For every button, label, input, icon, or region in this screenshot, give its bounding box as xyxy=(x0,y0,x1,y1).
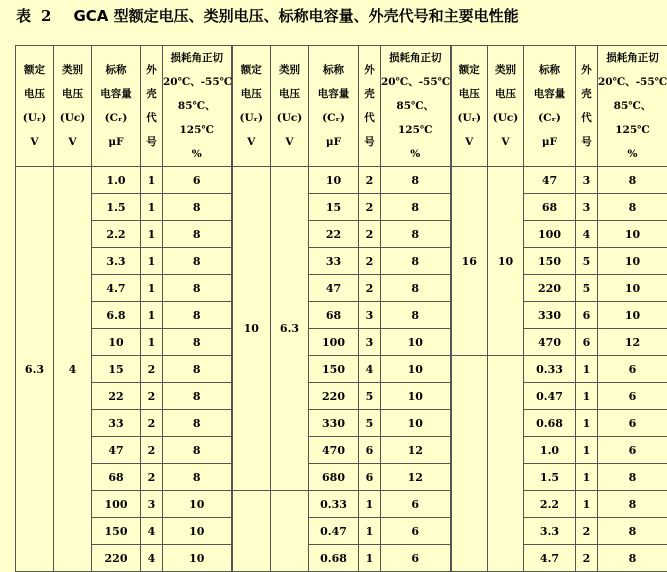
header-line: 电容量 xyxy=(92,82,140,106)
header-line: (Cᵣ) xyxy=(92,106,140,130)
tan-delta-cell: 8 xyxy=(598,167,667,194)
header-line: (Uc) xyxy=(54,106,91,130)
header-line: μF xyxy=(309,130,358,154)
capacitance-cell: 68 xyxy=(309,302,359,329)
tan-delta-cell: 8 xyxy=(163,383,232,410)
header-line: V xyxy=(16,130,53,154)
capacitance-cell: 220 xyxy=(309,383,359,410)
table-row xyxy=(16,545,667,572)
header-line: 号 xyxy=(141,130,162,154)
capacitance-cell: 0.33 xyxy=(309,491,359,518)
tan-delta-cell: 8 xyxy=(381,194,451,221)
tan-delta-cell: 6 xyxy=(598,410,667,437)
case-code-cell: 3 xyxy=(141,491,163,518)
capacitance-cell: 330 xyxy=(524,302,576,329)
capacitance-cell: 47 xyxy=(92,437,141,464)
header-line: 损耗角正切 xyxy=(163,46,231,70)
capacitance-cell: 1.0 xyxy=(92,167,141,194)
table-row xyxy=(16,356,667,383)
category-voltage-header xyxy=(271,46,309,167)
table-row xyxy=(16,464,667,491)
header-line: 标称 xyxy=(309,58,358,82)
tan-delta-cell: 6 xyxy=(598,383,667,410)
header-line: 85℃、125℃ xyxy=(598,94,667,142)
case-code-cell: 4 xyxy=(141,545,163,572)
capacitance-cell: 470 xyxy=(524,329,576,356)
capacitance-cell: 68 xyxy=(524,194,576,221)
tan-delta-cell: 8 xyxy=(163,329,232,356)
tan-delta-cell: 8 xyxy=(598,194,667,221)
case-code-cell: 5 xyxy=(359,383,381,410)
header-line: 壳 xyxy=(576,82,597,106)
header-line: (Cᵣ) xyxy=(524,106,575,130)
case-code-cell: 1 xyxy=(576,437,598,464)
case-code-cell: 3 xyxy=(359,329,381,356)
capacitance-cell: 0.68 xyxy=(524,410,576,437)
case-code-cell: 2 xyxy=(359,275,381,302)
case-code-cell: 1 xyxy=(359,518,381,545)
tan-delta-cell: 10 xyxy=(598,275,667,302)
capacitance-cell: 150 xyxy=(524,248,576,275)
capacitance-cell: 15 xyxy=(92,356,141,383)
tan-delta-cell: 8 xyxy=(163,275,232,302)
tan-delta-cell: 8 xyxy=(163,356,232,383)
tan-delta-cell: 8 xyxy=(381,275,451,302)
case-code-cell: 1 xyxy=(576,356,598,383)
case-code-cell: 1 xyxy=(576,410,598,437)
case-code-cell: 5 xyxy=(576,248,598,275)
tan-delta-cell: 6 xyxy=(598,437,667,464)
case-code-header xyxy=(141,46,163,167)
category-voltage-cell: 10 xyxy=(488,167,524,356)
capacitance-cell: 22 xyxy=(309,221,359,248)
header-line: 类别 xyxy=(271,58,308,82)
header-line: V xyxy=(271,130,308,154)
header-line: V xyxy=(488,130,523,154)
header-line: 代 xyxy=(359,106,380,130)
tan-delta-cell: 8 xyxy=(163,221,232,248)
table-row xyxy=(16,194,667,221)
case-code-cell: 2 xyxy=(141,437,163,464)
capacitance-cell: 2.2 xyxy=(92,221,141,248)
capacitance-cell: 4.7 xyxy=(92,275,141,302)
tan-delta-cell: 10 xyxy=(598,221,667,248)
header-line: % xyxy=(598,142,667,166)
case-code-cell: 1 xyxy=(359,545,381,572)
capacitance-cell: 680 xyxy=(309,464,359,491)
tan-delta-cell: 8 xyxy=(381,248,451,275)
case-code-cell: 2 xyxy=(141,383,163,410)
capacitance-cell: 1.5 xyxy=(524,464,576,491)
tan-delta-cell: 8 xyxy=(381,302,451,329)
case-code-cell: 6 xyxy=(359,464,381,491)
header-line: 标称 xyxy=(524,58,575,82)
capacitance-cell: 47 xyxy=(309,275,359,302)
header-line: 外 xyxy=(576,58,597,82)
case-code-cell: 1 xyxy=(359,491,381,518)
case-code-cell: 4 xyxy=(141,518,163,545)
tan-delta-header xyxy=(381,46,451,167)
case-code-cell: 6 xyxy=(576,302,598,329)
table-row xyxy=(16,302,667,329)
case-code-cell: 1 xyxy=(141,167,163,194)
capacitor-spec-table xyxy=(15,45,667,572)
capacitance-cell: 220 xyxy=(92,545,141,572)
tan-delta-cell: 10 xyxy=(598,302,667,329)
capacitance-cell: 22 xyxy=(92,383,141,410)
header-line: 额定 xyxy=(452,58,488,82)
case-code-cell: 5 xyxy=(359,410,381,437)
capacitance-cell: 3.3 xyxy=(524,518,576,545)
rated-voltage-cell xyxy=(232,491,271,572)
table-row xyxy=(16,221,667,248)
case-code-cell: 2 xyxy=(141,356,163,383)
capacitance-cell: 100 xyxy=(309,329,359,356)
header-line: 号 xyxy=(359,130,380,154)
header-line: 损耗角正切 xyxy=(598,46,667,70)
header-line: 外 xyxy=(141,58,162,82)
tan-delta-cell: 10 xyxy=(163,518,232,545)
header-line: V xyxy=(452,130,488,154)
header-line: μF xyxy=(524,130,575,154)
case-code-cell: 2 xyxy=(141,410,163,437)
tan-delta-cell: 10 xyxy=(381,383,451,410)
category-voltage-cell: 4 xyxy=(54,167,92,572)
case-code-cell: 2 xyxy=(359,194,381,221)
header-line: 20℃、-55℃ xyxy=(598,70,667,94)
case-code-header xyxy=(359,46,381,167)
case-code-cell: 1 xyxy=(141,221,163,248)
rated-voltage-cell: 6.3 xyxy=(16,167,54,572)
capacitance-cell: 0.47 xyxy=(524,383,576,410)
header-line: 20℃、-55℃ xyxy=(163,70,231,94)
capacitance-cell: 3.3 xyxy=(92,248,141,275)
tan-delta-cell: 12 xyxy=(381,464,451,491)
caption-number: 2 xyxy=(41,7,51,25)
rated-voltage-cell xyxy=(451,356,488,572)
tan-delta-cell: 6 xyxy=(163,167,232,194)
header-line: 电压 xyxy=(233,82,271,106)
category-voltage-header xyxy=(488,46,524,167)
table-row xyxy=(16,329,667,356)
capacitance-cell: 33 xyxy=(309,248,359,275)
tan-delta-cell: 6 xyxy=(598,356,667,383)
category-voltage-cell: 6.3 xyxy=(271,167,309,491)
header-line: (Uc) xyxy=(488,106,523,130)
header-line: 电压 xyxy=(16,82,53,106)
header-line: 85℃、125℃ xyxy=(163,94,231,142)
header-line: 电压 xyxy=(54,82,91,106)
header-line: 电容量 xyxy=(524,82,575,106)
header-line: 类别 xyxy=(488,58,523,82)
tan-delta-cell: 6 xyxy=(381,518,451,545)
tan-delta-cell: 8 xyxy=(598,464,667,491)
header-line: 85℃、125℃ xyxy=(381,94,450,142)
capacitance-cell: 10 xyxy=(92,329,141,356)
case-code-header xyxy=(576,46,598,167)
case-code-cell: 2 xyxy=(359,167,381,194)
tan-delta-cell: 6 xyxy=(381,491,451,518)
header-line: 20℃、-55℃ xyxy=(381,70,450,94)
rated-voltage-header xyxy=(232,46,271,167)
case-code-cell: 2 xyxy=(359,221,381,248)
case-code-cell: 2 xyxy=(576,518,598,545)
rated-voltage-header xyxy=(16,46,54,167)
table-row xyxy=(16,383,667,410)
case-code-cell: 5 xyxy=(576,275,598,302)
case-code-cell: 1 xyxy=(576,383,598,410)
case-code-cell: 1 xyxy=(141,194,163,221)
tan-delta-cell: 10 xyxy=(381,410,451,437)
case-code-cell: 2 xyxy=(576,545,598,572)
capacitance-cell: 150 xyxy=(309,356,359,383)
tan-delta-cell: 8 xyxy=(381,167,451,194)
tan-delta-cell: 6 xyxy=(381,545,451,572)
header-line: μF xyxy=(92,130,140,154)
capacitance-cell: 1.0 xyxy=(524,437,576,464)
capacitance-cell: 100 xyxy=(92,491,141,518)
capacitance-cell: 4.7 xyxy=(524,545,576,572)
table-row xyxy=(16,437,667,464)
case-code-cell: 3 xyxy=(359,302,381,329)
header-line: 壳 xyxy=(141,82,162,106)
table-row xyxy=(16,410,667,437)
capacitance-cell: 68 xyxy=(92,464,141,491)
capacitance-cell: 47 xyxy=(524,167,576,194)
header-line: 损耗角正切 xyxy=(381,46,450,70)
header-line: 类别 xyxy=(54,58,91,82)
rated-voltage-cell: 10 xyxy=(232,167,271,491)
header-line: V xyxy=(233,130,271,154)
tan-delta-cell: 10 xyxy=(163,491,232,518)
table-row xyxy=(16,167,667,194)
header-line: % xyxy=(381,142,450,166)
header-line: V xyxy=(54,130,91,154)
tan-delta-cell: 10 xyxy=(163,545,232,572)
tan-delta-cell: 8 xyxy=(598,491,667,518)
tan-delta-cell: 8 xyxy=(381,221,451,248)
capacitance-header xyxy=(92,46,141,167)
tan-delta-cell: 8 xyxy=(163,437,232,464)
capacitance-cell: 10 xyxy=(309,167,359,194)
header-line: 号 xyxy=(576,130,597,154)
header-line: 电压 xyxy=(488,82,523,106)
case-code-cell: 1 xyxy=(576,491,598,518)
tan-delta-header xyxy=(598,46,667,167)
case-code-cell: 1 xyxy=(141,248,163,275)
capacitance-cell: 33 xyxy=(92,410,141,437)
capacitance-cell: 150 xyxy=(92,518,141,545)
caption-text: GCA 型额定电压、类别电压、标称电容量、外壳代号和主要电性能 xyxy=(73,7,518,25)
header-line: 电压 xyxy=(452,82,488,106)
table-body xyxy=(16,167,667,572)
capacitance-cell: 470 xyxy=(309,437,359,464)
tan-delta-cell: 10 xyxy=(598,248,667,275)
capacitance-cell: 2.2 xyxy=(524,491,576,518)
case-code-cell: 2 xyxy=(141,464,163,491)
capacitance-cell: 15 xyxy=(309,194,359,221)
header-line: (Cᵣ) xyxy=(309,106,358,130)
capacitance-cell: 1.5 xyxy=(92,194,141,221)
capacitance-header xyxy=(524,46,576,167)
tan-delta-cell: 8 xyxy=(163,464,232,491)
header-line: (Uᵣ) xyxy=(452,106,488,130)
case-code-cell: 1 xyxy=(141,302,163,329)
case-code-cell: 3 xyxy=(576,194,598,221)
header-line: % xyxy=(163,142,231,166)
tan-delta-cell: 8 xyxy=(163,302,232,329)
header-row xyxy=(16,46,667,167)
category-voltage-header xyxy=(54,46,92,167)
case-code-cell: 6 xyxy=(359,437,381,464)
category-voltage-cell xyxy=(271,491,309,572)
tan-delta-cell: 12 xyxy=(381,437,451,464)
case-code-cell: 1 xyxy=(141,329,163,356)
tan-delta-cell: 10 xyxy=(381,356,451,383)
header-line: 额定 xyxy=(16,58,53,82)
capacitance-cell: 6.8 xyxy=(92,302,141,329)
capacitance-cell: 0.47 xyxy=(309,518,359,545)
header-line: 标称 xyxy=(92,58,140,82)
header-line: 额定 xyxy=(233,58,271,82)
header-line: 代 xyxy=(576,106,597,130)
case-code-cell: 3 xyxy=(576,167,598,194)
header-line: (Uc) xyxy=(271,106,308,130)
table-row xyxy=(16,491,667,518)
tan-delta-cell: 8 xyxy=(598,518,667,545)
rated-voltage-header xyxy=(451,46,488,167)
tan-delta-cell: 12 xyxy=(598,329,667,356)
tan-delta-cell: 10 xyxy=(381,329,451,356)
capacitance-header xyxy=(309,46,359,167)
category-voltage-cell xyxy=(488,356,524,572)
case-code-cell: 4 xyxy=(359,356,381,383)
table-row xyxy=(16,518,667,545)
header-line: 外 xyxy=(359,58,380,82)
header-line: (Uᵣ) xyxy=(16,106,53,130)
header-line: 壳 xyxy=(359,82,380,106)
table-row xyxy=(16,248,667,275)
case-code-cell: 2 xyxy=(359,248,381,275)
capacitance-cell: 330 xyxy=(309,410,359,437)
case-code-cell: 4 xyxy=(576,221,598,248)
header-line: 代 xyxy=(141,106,162,130)
case-code-cell: 6 xyxy=(576,329,598,356)
header-line: (Uᵣ) xyxy=(233,106,271,130)
capacitance-cell: 0.68 xyxy=(309,545,359,572)
caption-prefix: 表 xyxy=(16,7,31,25)
capacitance-cell: 0.33 xyxy=(524,356,576,383)
tan-delta-cell: 8 xyxy=(163,410,232,437)
tan-delta-cell: 8 xyxy=(163,248,232,275)
tan-delta-cell: 8 xyxy=(163,194,232,221)
table-caption xyxy=(16,5,519,26)
tan-delta-header xyxy=(163,46,232,167)
header-line: 电压 xyxy=(271,82,308,106)
table-row xyxy=(16,275,667,302)
capacitance-cell: 220 xyxy=(524,275,576,302)
tan-delta-cell: 8 xyxy=(598,545,667,572)
case-code-cell: 1 xyxy=(576,464,598,491)
header-line: 电容量 xyxy=(309,82,358,106)
case-code-cell: 1 xyxy=(141,275,163,302)
rated-voltage-cell: 16 xyxy=(451,167,488,356)
capacitance-cell: 100 xyxy=(524,221,576,248)
